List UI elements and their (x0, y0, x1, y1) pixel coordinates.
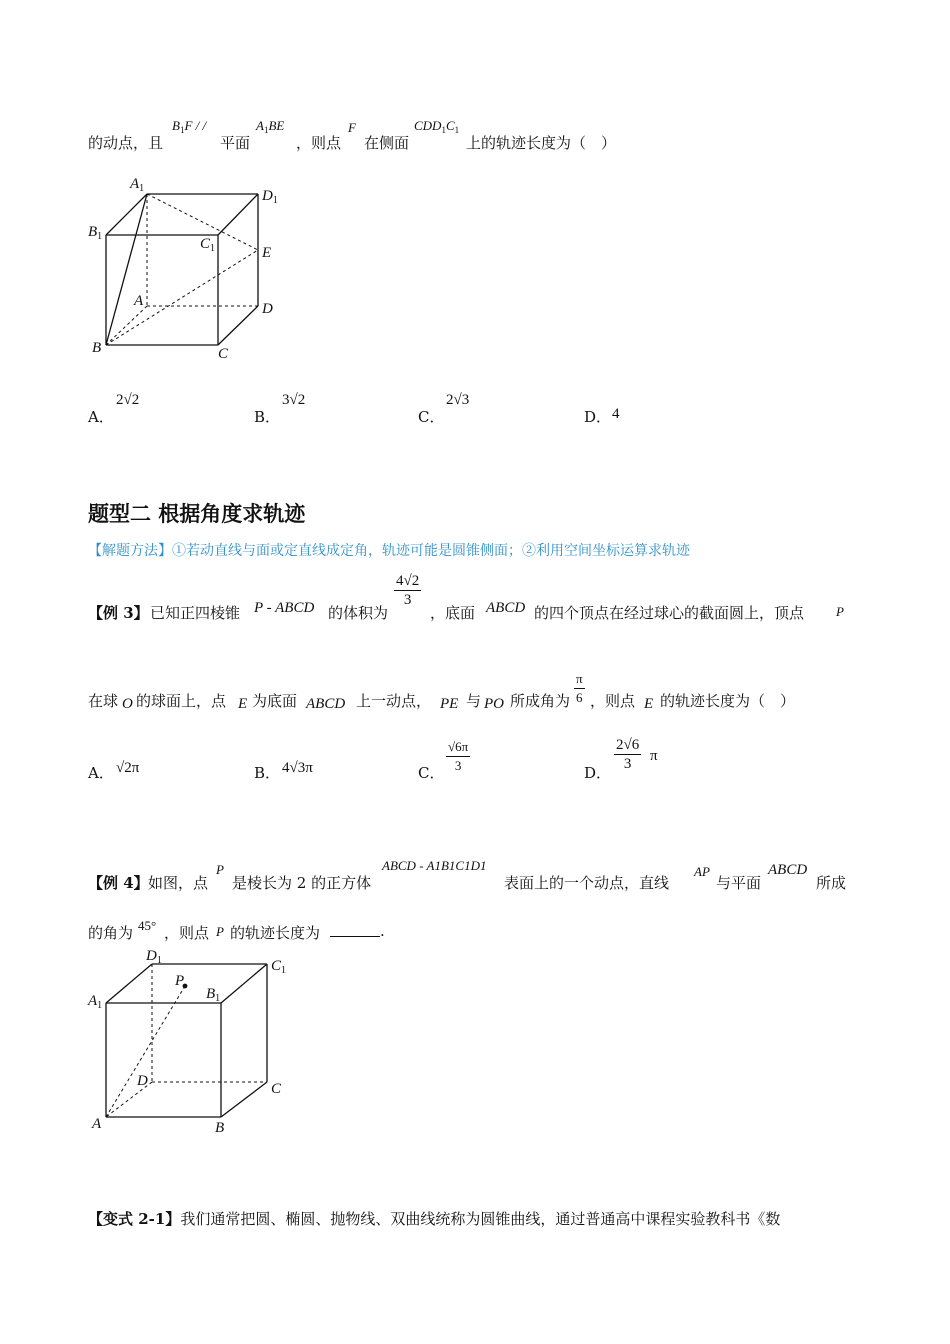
label-C: C (271, 1081, 282, 1097)
label-E: E (262, 245, 272, 261)
label-B: B (215, 1120, 225, 1136)
label-C: C (218, 346, 229, 362)
label-B1: $B_1$ (88, 224, 103, 242)
label-D: D (262, 301, 273, 317)
answer-blank[interactable] (330, 924, 380, 937)
side-word: 在侧面 (364, 134, 410, 152)
label-D: D (137, 1073, 148, 1089)
label-C1: $C_1$ (200, 236, 216, 254)
plane-word: 平面 (220, 134, 251, 152)
label-A1: $A_1$ (130, 176, 145, 194)
var21-text: 我们通常把圆、椭圆、抛物线、双曲线统称为圆锥曲线，通过普通高中课程实验教科书《数 (180, 1210, 781, 1228)
label-P: P (175, 973, 185, 989)
ex3-tag: 【例 3】 (88, 604, 149, 622)
label-A: A (92, 1116, 102, 1132)
cond-line: $B_1F$ / / (172, 118, 207, 135)
variant-2-1 (88, 1208, 780, 1229)
ex3-pyramid: P - ABCD (254, 600, 315, 616)
cube-figure-1 (82, 172, 292, 362)
label-D1: $D_1$ (262, 188, 278, 206)
example-4: 【例 4】 如图，点 P 是棱长为 2 的正方体 ABCD - A1B1C1D1 表面上的一个动点，直线 AP 与平面 ABCD 所成 的角为 45° ，则点 P 的轨迹长度为 . (88, 858, 847, 942)
ex4-cube: ABCD - A1B1C1D1 (382, 858, 487, 873)
section-title: 题型二 根据角度求轨迹 (88, 502, 306, 526)
ex4-angle: 45° (138, 918, 157, 933)
example-3: 【例 3】 已知正四棱锥 P - ABCD 的体积为 $\frac{4√2}{3}$ ，底面 ABCD 的四个顶点在经过球心的截面圆上，顶点 P 在球 O 的球面上，点 E 为底面 ABCD 上一动点， PE 与 PO 所成角为 $\frac{\pi}{6}$ ，则点 E 的轨迹长度为（ ） A． √2π B． 4√3π C． $\frac{√6\pi}{3}$ D． $\frac{2√6}{3}$ π (88, 573, 844, 782)
plane-name: $A_1BE$ (256, 118, 285, 135)
ex3-volume: $\frac{4√2}{3}$ (396, 573, 420, 608)
label-A1: $A_1$ (88, 993, 103, 1011)
label-C1: $C_1$ (271, 958, 287, 976)
then-point: ，则点 (296, 134, 342, 152)
prev-options: A． 2√2 B． 3√2 C． 2√3 D． 4 (88, 392, 620, 426)
cube-figure-2 (82, 950, 302, 1140)
side-name: $CDD_1C_1$ (414, 118, 460, 135)
prev-text-pre: 的动点，且 (88, 134, 164, 152)
label-B: B (92, 340, 102, 356)
prev-tail: 上的轨迹长度为（ ） (466, 134, 617, 152)
ex4-tag: 【例 4】 (88, 874, 149, 892)
ex3-angle: $\frac{\pi}{6}$ (576, 671, 583, 705)
label-D1: $D_1$ (146, 950, 162, 966)
var21-tag: 【变式 2-1】 (88, 1210, 181, 1228)
point-F: F (348, 120, 356, 135)
label-B1: $B_1$ (206, 986, 221, 1004)
method-note: 【解题方法】①若动直线与面或定直线成定角，轨迹可能是圆锥侧面；②利用空间坐标运算求轨迹 (88, 543, 690, 559)
label-A: A (134, 293, 144, 309)
